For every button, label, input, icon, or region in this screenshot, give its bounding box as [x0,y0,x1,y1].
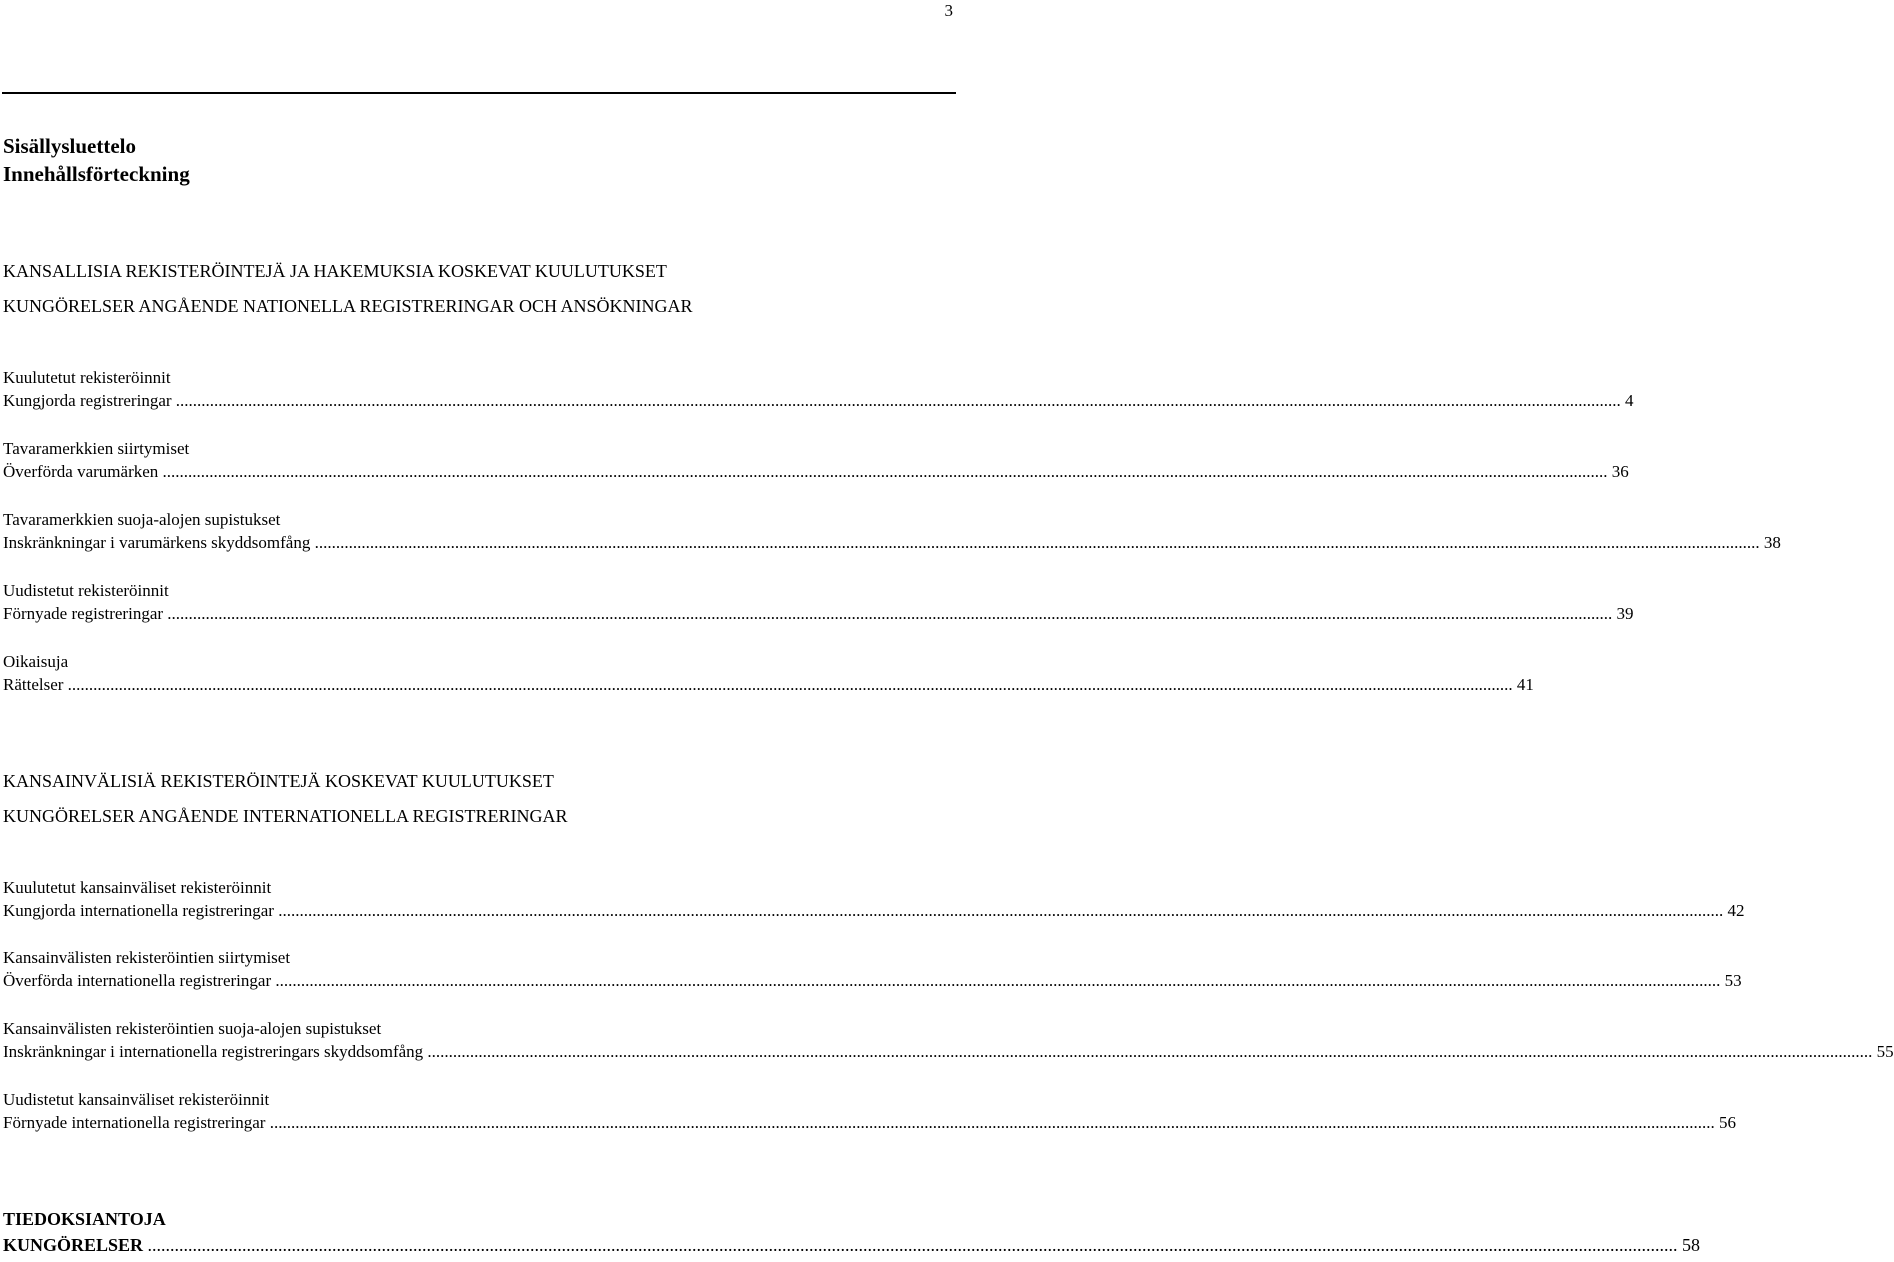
toc-entry-label-fi: Uudistetut rekisteröinnit [3,581,169,600]
toc-entry-label-sv: Förnyade internationella registreringar [3,1113,266,1132]
leader-dots [167,604,1612,623]
toc-entry-label-fi: Tavaramerkkien suoja-alojen supistukset [3,510,281,529]
toc-entry-label-sv: Inskränkningar i varumärkens skyddsomfång [3,533,311,552]
notices-heading-fi: TIEDOKSIANTOJA [3,1209,166,1229]
toc-entry-page: 58 [1682,1235,1701,1255]
toc-entry-label-fi: Oikaisuja [3,652,69,671]
international-heading-fi: KANSAINVÄLISIÄ REKISTERÖINTEJÄ KOSKEVAT KUULUTUKSET [3,771,554,791]
toc-entry-label-sv: Inskränkningar i internationella registreringars skyddsomfång [3,1042,428,1061]
toc-entry-notices[interactable] [3,1206,1701,1258]
toc-entry-kungjorda-registreringar[interactable] [3,366,1634,412]
national-heading-sv: KUNGÖRELSER ANGÅENDE NATIONELLA REGISTRERINGAR OCH ANSÖKNINGAR [3,296,693,316]
toc-entry-page: 53 [1724,971,1742,990]
toc-entry-label-fi: Tavaramerkkien siirtymiset [3,439,190,458]
toc-entry-fornyade-registreringar[interactable] [3,579,1634,625]
leader-dots [163,462,1608,481]
toc-entry-overforda-internationella[interactable] [3,946,1742,992]
toc-entry-page: 56 [1718,1113,1736,1132]
leader-dots [278,901,1723,920]
header-rule [2,92,956,94]
leader-dots [270,1113,1715,1132]
toc-entry-inskrankningar[interactable] [3,508,1781,554]
toc-entry-kungjorda-internationella[interactable] [3,876,1745,922]
toc-entry-label-fi: Uudistetut kansainväliset rekisteröinnit [3,1090,270,1109]
toc-entry-fornyade-internationella[interactable] [3,1088,1736,1134]
leader-dots [275,971,1720,990]
toc-entry-label-fi: Kuulutetut rekisteröinnit [3,368,171,387]
toc-entry-label-sv: Kungjorda registreringar [3,391,172,410]
toc-entry-label-sv: Förnyade registreringar [3,604,164,623]
toc-title [3,132,190,188]
toc-entry-page: 42 [1727,901,1745,920]
toc-entry-inskrankningar-internationella[interactable] [3,1017,1894,1063]
international-heading-sv: KUNGÖRELSER ANGÅENDE INTERNATIONELLA REGISTRERINGAR [3,806,568,826]
toc-entry-overforda-varumarken[interactable] [3,437,1629,483]
toc-entry-page: 36 [1611,462,1629,481]
leader-dots [427,1042,1872,1061]
toc-entry-label-sv: Överförda varumärken [3,462,159,481]
leader-dots [176,391,1621,410]
toc-entry-label-fi: Kansainvälisten rekisteröintien siirtymiset [3,948,291,967]
toc-entry-page: 39 [1616,604,1634,623]
toc-entry-page: 41 [1516,675,1534,694]
toc-entry-page: 38 [1763,533,1781,552]
page-number: 3 [944,1,953,20]
national-heading-fi: KANSALLISIA REKISTERÖINTEJÄ JA HAKEMUKSIA KOSKEVAT KUULUTUKSET [3,261,667,281]
notices-heading-sv: KUNGÖRELSER [3,1235,148,1255]
toc-entry-label-sv: Överförda internationella registreringar [3,971,272,990]
toc-title-fi: Sisällysluettelo [3,134,137,158]
toc-title-sv: Innehållsförteckning [3,162,190,186]
toc-entry-page: 4 [1625,391,1634,410]
toc-entry-label-sv: Rättelser [3,675,64,694]
toc-entry-label-fi: Kansainvälisten rekisteröintien suoja-alojen supistukset [3,1019,382,1038]
toc-entry-rattelser[interactable] [3,650,1534,696]
leader-dots [68,675,1513,694]
leader-dots [148,1235,1678,1255]
leader-dots [315,533,1760,552]
toc-entry-label-fi: Kuulutetut kansainväliset rekisteröinnit [3,878,272,897]
toc-entry-label-sv: Kungjorda internationella registreringar [3,901,274,920]
toc-entry-page: 55 [1876,1042,1894,1061]
